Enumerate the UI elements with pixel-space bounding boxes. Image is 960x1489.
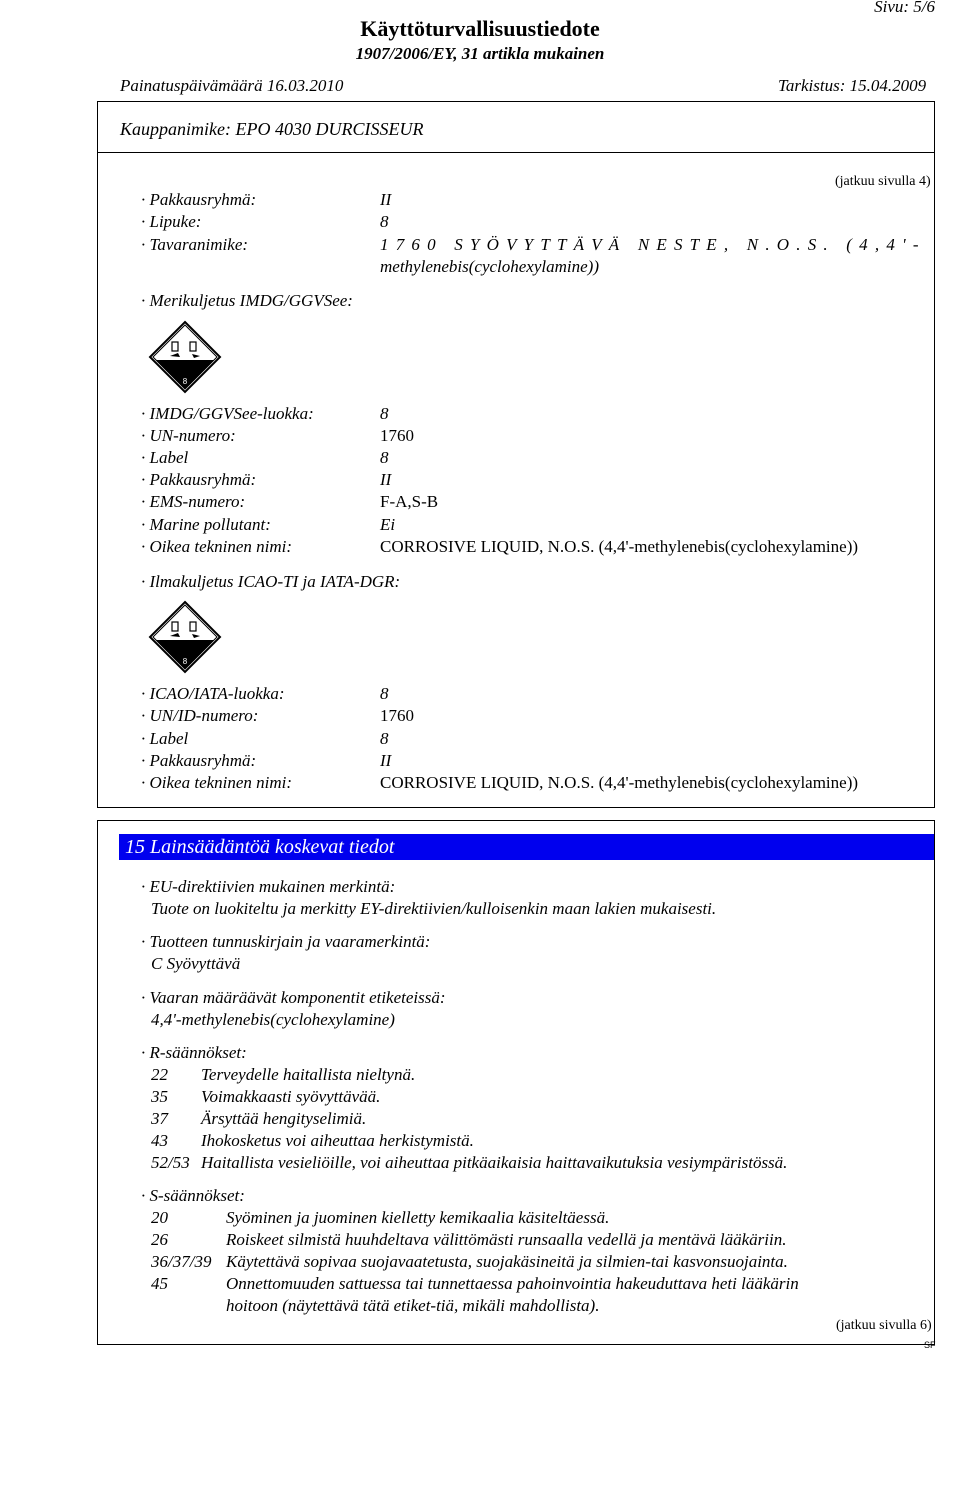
s-phrase-text: Onnettomuuden sattuessa tai tunnettaessa pahoinvointia hakeuduttava heti lääkärin (226, 1274, 799, 1293)
s-phrase-text: Roiskeet silmistä huuhdeltava välittömästi runsaalla vedellä ja mentävä lääkäriin. (226, 1230, 787, 1249)
row-label-text: · Label (141, 729, 189, 748)
s-phrases-heading: · S-säännökset: (141, 1186, 245, 1205)
row-label: · Oikea tekninen nimi: (141, 773, 293, 792)
row-value: 8 (380, 448, 389, 467)
row-un-id-number (141, 705, 931, 727)
row-ems-number (141, 491, 931, 513)
row-label: · Pakkausryhmä: (141, 751, 257, 770)
row-value: Ei (380, 515, 396, 534)
s-phrase-code: 20 (151, 1208, 168, 1227)
components-heading: · Vaaran määräävät komponentit etiketeissä: (141, 988, 446, 1007)
row-value-continued: methylenebis(cyclohexylamine)) (380, 257, 599, 276)
row-label (141, 728, 931, 750)
s-phrase-code: 45 (151, 1274, 168, 1293)
row-icao-class (141, 683, 931, 705)
r-phrases-heading: · R-säännökset: (141, 1043, 247, 1062)
page-number: Sivu: 5/6 (874, 0, 935, 16)
r-phrase-text: Ihokosketus voi aiheuttaa herkistymistä. (201, 1131, 474, 1150)
section-15-title: 15 Lainsäädäntöä koskevat tiedot (119, 834, 934, 860)
row-packing-group (141, 750, 931, 772)
row-label: · Pakkausryhmä: (141, 190, 257, 209)
eu-marking-text: Tuote on luokiteltu ja merkitty EY-direktiivien/kulloisenkin maan lakien mukaisesti. (151, 899, 717, 918)
row-pakkausryhma (141, 189, 921, 211)
row-proper-shipping-name (141, 536, 931, 558)
row-imdg-class (141, 403, 931, 425)
row-label: · UN-numero: (141, 426, 236, 445)
print-date: Painatuspäivämäärä 16.03.2010 (120, 76, 344, 95)
s-phrase-text: Käytettävä sopivaa suojavaatetusta, suojakäsineitä ja silmien-tai kasvonsuojainta. (226, 1252, 788, 1271)
symbol-heading: · Tuotteen tunnuskirjain ja vaaramerkintä: (141, 932, 431, 951)
row-value: 1760 (380, 706, 414, 725)
corrosive-hazard-icon (148, 600, 222, 674)
row-packing-group (141, 469, 931, 491)
row-label: · Pakkausryhmä: (141, 470, 257, 489)
row-label: · Marine pollutant: (141, 515, 271, 534)
row-label: · UN/ID-numero: (141, 706, 259, 725)
row-value: 8 (380, 729, 389, 748)
row-value: CORROSIVE LIQUID, N.O.S. (4,4'-methylenebis(cyclohexylamine)) (380, 773, 859, 792)
row-label: · Lipuke: (141, 212, 202, 231)
r-phrase-text: Voimakkaasti syövyttävää. (201, 1087, 381, 1106)
row-un-number (141, 425, 931, 447)
eu-marking-heading: · EU-direktiivien mukainen merkintä: (141, 877, 396, 896)
row-label: · ICAO/IATA-luokka: (141, 684, 285, 703)
row-value: II (380, 470, 392, 489)
s-phrase-code: 26 (151, 1230, 168, 1249)
row-label: · Tavaranimike: (141, 235, 249, 254)
row-value: 1760 (380, 426, 414, 445)
row-marine-pollutant (141, 514, 931, 536)
row-value: CORROSIVE LIQUID, N.O.S. (4,4'-methylenebis(cyclohexylamine)) (380, 537, 859, 556)
trade-name-box (97, 101, 935, 153)
r-phrase-code: 22 (151, 1065, 168, 1084)
hazard-class-number: 8 (182, 657, 188, 666)
row-label: · EMS-numero: (141, 492, 246, 511)
row-value: 8 (380, 684, 389, 703)
row-label-text: · Label (141, 448, 189, 467)
r-phrase-text: Haitallista vesieliöille, voi aiheuttaa pitkäaikaisia haittavaikutuksia vesiympäristössä. (201, 1153, 788, 1172)
row-value: II (380, 190, 392, 209)
revision-date: Tarkistus: 15.04.2009 (778, 76, 927, 95)
row-lipuke (141, 211, 921, 233)
row-label (141, 447, 931, 469)
s-phrase-code: 36/37/39 (151, 1252, 212, 1271)
s-phrase-text: Syöminen ja juominen kielletty kemikaalia käsiteltäessä. (226, 1208, 610, 1227)
r-phrase-text: Terveydelle haitallista nieltynä. (201, 1065, 416, 1084)
r-phrase-code: 52/53 (151, 1153, 190, 1172)
icao-heading (141, 571, 400, 593)
symbol-text: C Syövyttävä (151, 954, 241, 973)
heading-text: · Ilmakuljetus ICAO-TI ja IATA-DGR: (141, 572, 401, 591)
document-title: Käyttöturvallisuustiedote (360, 16, 600, 41)
components-text: 4,4'-methylenebis(cyclohexylamine) (151, 1010, 395, 1029)
row-value: 8 (380, 212, 389, 231)
heading-text: · Merikuljetus IMDG/GGVSee: (141, 291, 353, 310)
row-label: · Oikea tekninen nimi: (141, 537, 293, 556)
row-label: · IMDG/GGVSee-luokka: (141, 404, 314, 423)
tavaranimike-continuation (380, 256, 599, 278)
corrosive-hazard-icon (148, 320, 222, 394)
row-value: 8 (380, 404, 389, 423)
row-value: F-A,S-B (380, 492, 439, 511)
document-subtitle: 1907/2006/EY, 31 artikla mukainen (355, 44, 605, 63)
r-phrase-text: Ärsyttää hengityselimiä. (201, 1109, 367, 1128)
trade-name: Kauppanimike: EPO 4030 DURCISSEUR (120, 119, 424, 139)
r-phrase-code: 37 (151, 1109, 168, 1128)
s-phrase-text-continued: hoitoon (näytettävä tätä etiket-tiä, mikäli mahdollista). (226, 1296, 600, 1315)
row-proper-shipping-name (141, 772, 931, 794)
imdg-heading (141, 290, 353, 312)
row-value: 1760 SYÖVYTTÄVÄ NESTE, N.O.S. (4,4'- (380, 235, 926, 254)
row-value: II (380, 751, 392, 770)
r-phrase-code: 35 (151, 1087, 168, 1106)
hazard-class-number: 8 (182, 377, 188, 386)
row-tavaranimike (141, 234, 931, 256)
continued-from-note: (jatkuu sivulla 4) (835, 174, 931, 189)
continued-to-note: (jatkuu sivulla 6) (836, 1318, 932, 1333)
r-phrase-code: 43 (151, 1131, 168, 1150)
language-code: SF (924, 1340, 936, 1350)
